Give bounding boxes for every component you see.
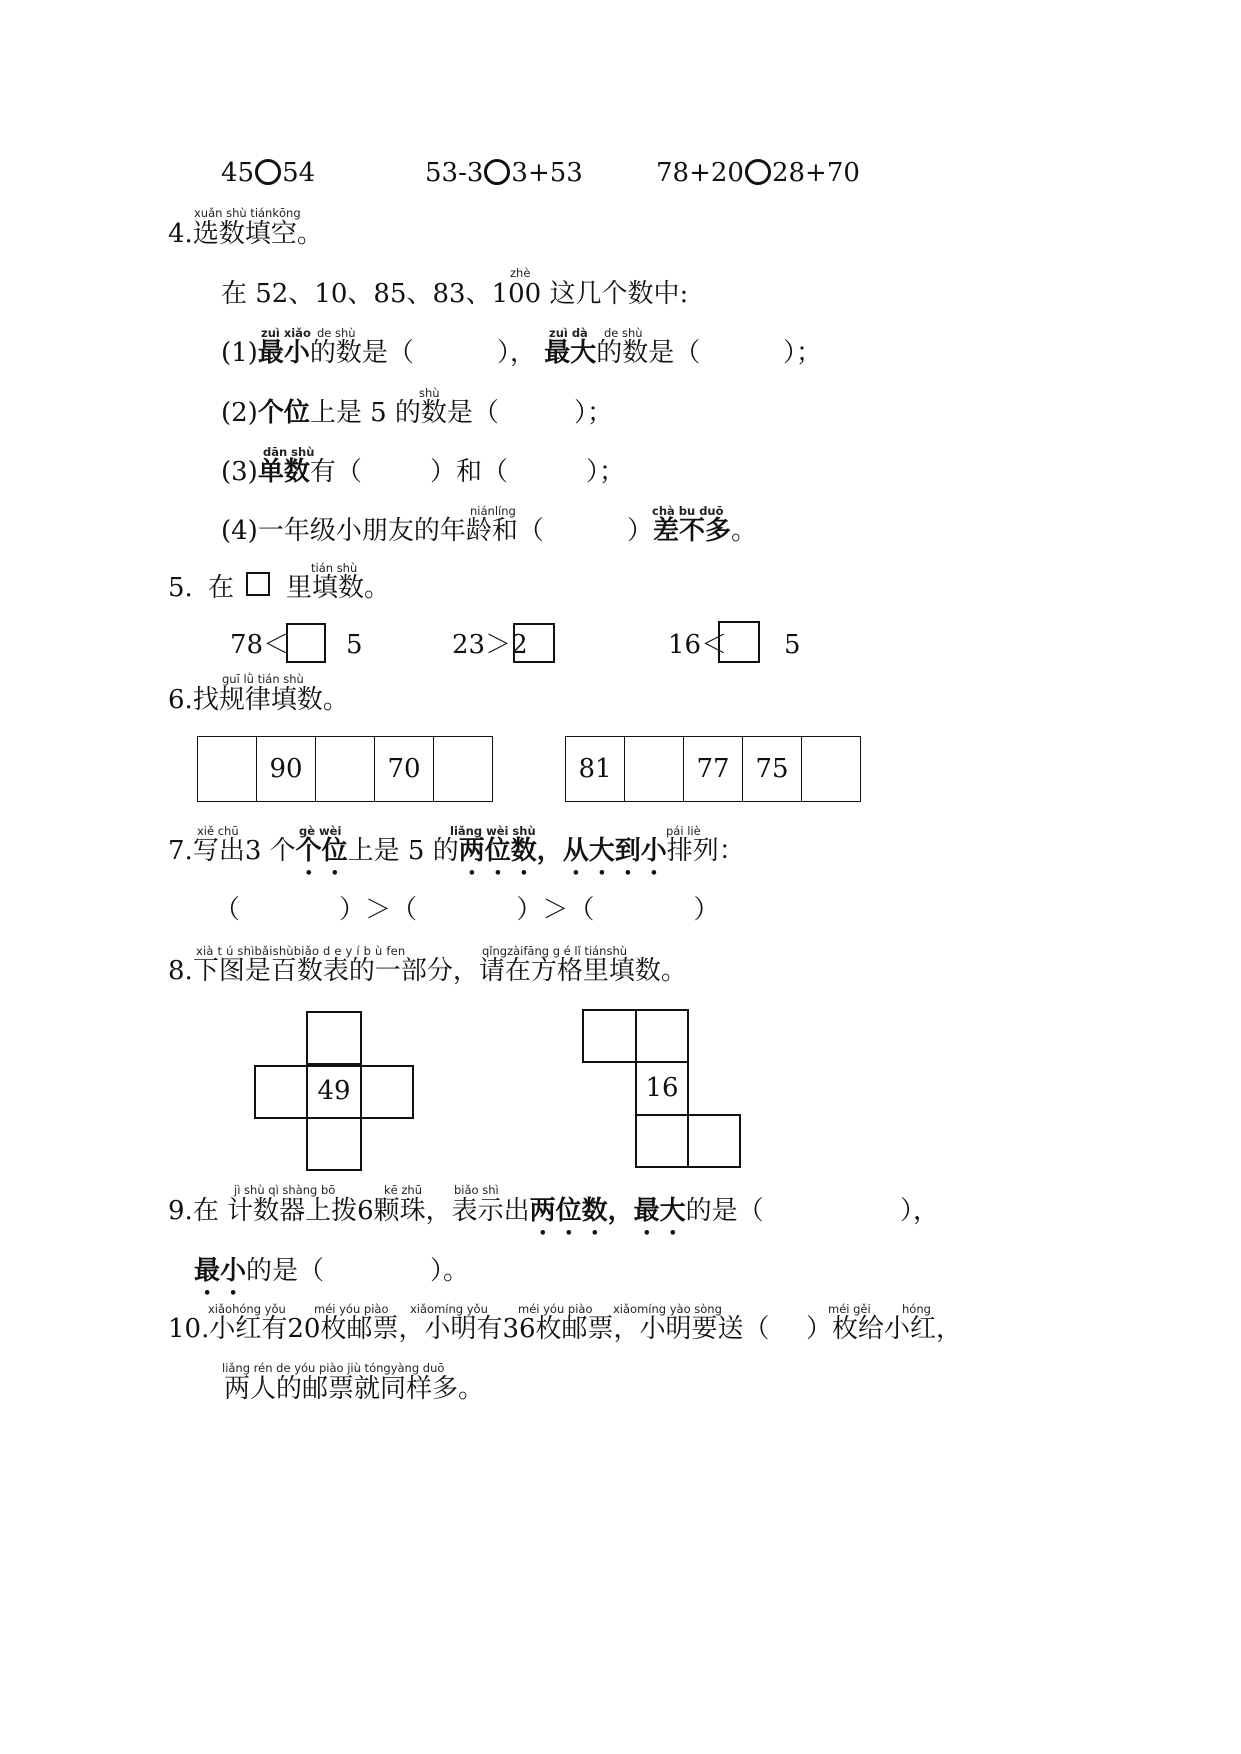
fill-item-left: 16＜ <box>668 630 728 660</box>
compare-left: 53-3 <box>425 158 484 188</box>
compare-right: 54 <box>282 158 316 188</box>
question-4-sub-2-end: ）； <box>574 398 614 428</box>
grid-cell[interactable] <box>582 1009 637 1063</box>
pinyin: xiǎomíng yǒu <box>410 1302 488 1316</box>
pinyin: niánlíng <box>470 504 516 518</box>
fill-item-left: 23＞2 <box>452 630 528 660</box>
pinyin: kē zhū <box>384 1183 423 1197</box>
question-4-sub-4: (4)一年级小朋友的年龄和（ <box>221 516 544 546</box>
question-4-intro: 在 52、10、85、83、100 这几个数中: <box>221 279 689 309</box>
pinyin: méi yóu piào <box>518 1302 593 1316</box>
grid-cell-center: 16 <box>635 1061 689 1116</box>
pinyin: dān shù <box>263 445 315 459</box>
compare-item-2 <box>425 158 583 188</box>
sequence-table-2 <box>565 736 861 802</box>
fill-item-right: 5 <box>346 630 363 660</box>
sequence-cell[interactable] <box>198 737 257 802</box>
pinyin: de shù <box>604 326 643 340</box>
grid-cell[interactable] <box>635 1009 689 1063</box>
compare-circle[interactable] <box>255 159 281 185</box>
question-5-title: 5. <box>168 573 193 603</box>
grid-cell[interactable] <box>306 1011 362 1067</box>
compare-left: 78+20 <box>656 158 744 188</box>
compare-circle[interactable] <box>484 159 510 185</box>
grid-cell[interactable] <box>306 1117 362 1171</box>
compare-circle[interactable] <box>745 159 771 185</box>
sequence-cell: 70 <box>375 737 434 802</box>
pinyin: chà bu duō <box>652 504 724 518</box>
compare-item-3 <box>656 158 860 188</box>
compare-right: 28+70 <box>771 158 860 188</box>
question-6-title: 6.找规律填数。 <box>168 685 349 715</box>
sequence-cell: 77 <box>684 737 743 802</box>
pinyin: xiě chū <box>197 824 239 838</box>
question-5-pre: 在 <box>208 573 235 603</box>
question-4-sub-3-end: ）； <box>586 457 626 487</box>
sequence-table-1 <box>197 736 493 802</box>
pinyin: zuì dà <box>549 326 588 340</box>
pinyin: liǎng wèi shù <box>450 824 536 838</box>
pinyin: de shù <box>317 326 356 340</box>
question-4-sub-1-end: ）； <box>783 338 823 368</box>
compare-right: 3+53 <box>511 158 583 188</box>
compare-item-1 <box>221 158 315 188</box>
pinyin: xiǎomíng yào sòng <box>613 1302 722 1316</box>
pinyin: gè wèi <box>299 824 342 838</box>
question-9-line2-end: ）。 <box>430 1256 470 1286</box>
answer-box[interactable] <box>286 623 326 663</box>
pinyin: xià t ú shìbǎishùbiǎo d e y í b ù fen <box>196 944 406 958</box>
question-4-sub-4-end: ）差不多。 <box>627 516 758 546</box>
pinyin: xiǎohóng yǒu <box>208 1302 286 1316</box>
question-7-answer[interactable]: （ ）＞（ ）＞（ ） <box>214 895 720 925</box>
answer-box[interactable] <box>513 623 555 663</box>
sequence-cell[interactable] <box>802 737 861 802</box>
pinyin: tián shù <box>311 561 358 575</box>
question-4-sub-1-mid: ）， 最大的数是（ <box>497 338 701 368</box>
pinyin: zuì xiǎo <box>261 326 311 340</box>
sequence-cell[interactable] <box>434 737 493 802</box>
question-5-post: 里填数。 <box>286 573 391 603</box>
question-4-sub-3-mid: ）和（ <box>430 457 509 487</box>
pinyin: liǎng rén de yóu piào jiù tóngyàng duō <box>222 1361 445 1375</box>
pinyin: pái liè <box>666 824 701 838</box>
pinyin: qǐngzàifāng g é lǐ tiánshù <box>482 944 628 958</box>
question-10-end: ）枚给小红， <box>806 1314 963 1344</box>
sequence-cell: 75 <box>743 737 802 802</box>
pinyin: méi yóu piào <box>314 1302 389 1316</box>
question-4-sub-3: (3)单数有（ <box>221 457 362 487</box>
compare-left: 45 <box>221 158 255 188</box>
question-4-sub-1: (1)最小的数是（ <box>221 338 414 368</box>
question-8-title: 8.下图是百数表的一部分，请在方格里填数。 <box>168 956 687 986</box>
sequence-cell[interactable] <box>625 737 684 802</box>
grid-cell[interactable] <box>635 1114 689 1168</box>
pinyin: jì shù qì shàng bō <box>234 1183 336 1197</box>
pinyin: biǎo shì <box>454 1183 499 1197</box>
question-10: 10.小红有20枚邮票，小明有36枚邮票，小明要送（ <box>168 1314 770 1344</box>
grid-cell[interactable] <box>254 1065 308 1119</box>
pinyin: zhè <box>510 266 531 280</box>
pinyin: hóng <box>902 1302 931 1316</box>
grid-cell-center: 49 <box>306 1063 362 1119</box>
pinyin: méi gěi <box>828 1302 871 1316</box>
fill-item-left: 78＜ <box>230 630 290 660</box>
pinyin: xuǎn shù tiánkōng <box>194 206 301 220</box>
question-9-end: ）， <box>900 1196 940 1226</box>
fill-item-right: 5 <box>784 630 801 660</box>
question-4-sub-2: (2)个位上是 5 的数是（ <box>221 398 499 428</box>
question-7: 7.写出3 个个位上是 5 的两位数，从大到小排列： <box>168 836 745 866</box>
sequence-cell: 81 <box>566 737 625 802</box>
grid-cell[interactable] <box>360 1065 414 1119</box>
pinyin: shù <box>419 386 440 400</box>
pinyin: guī lǜ tián shù <box>222 672 304 686</box>
answer-box[interactable] <box>718 621 760 663</box>
question-9: 9.在 计数器上拨6颗珠，表示出两位数，最大的是（ <box>168 1196 764 1226</box>
question-10-line2: 两人的邮票就同样多。 <box>224 1374 485 1404</box>
sequence-cell[interactable] <box>316 737 375 802</box>
question-9-line2: 最小的是（ <box>194 1256 325 1286</box>
sequence-cell: 90 <box>257 737 316 802</box>
question-4-title: 4.选数填空。 <box>168 219 323 249</box>
grid-cell[interactable] <box>687 1114 741 1168</box>
answer-box-example <box>246 572 270 596</box>
